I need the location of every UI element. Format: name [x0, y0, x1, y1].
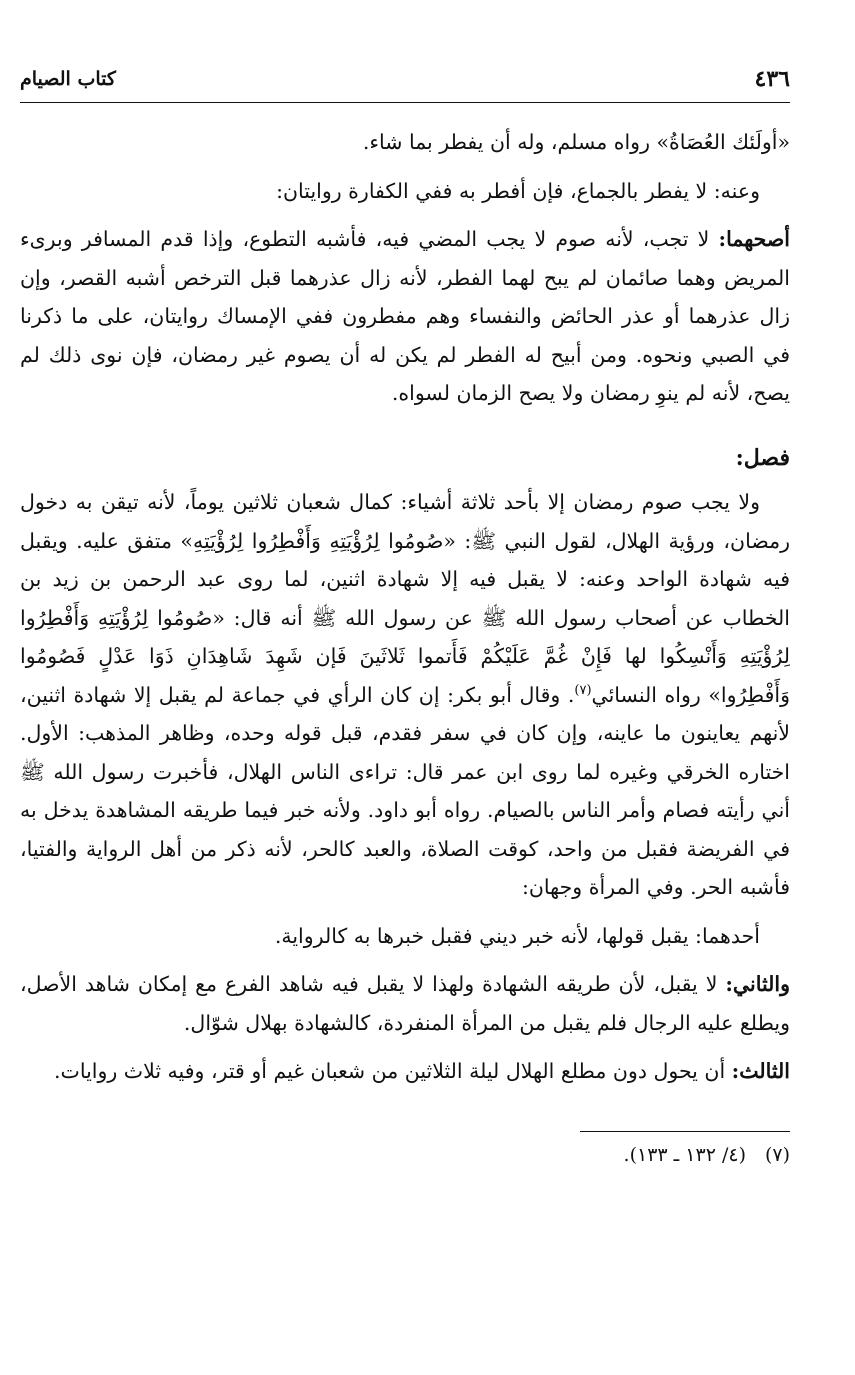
book-page	[20, 60, 790, 1166]
paragraph-text: ولا يجب صوم رمضان إلا بأحد ثلاثة أشياء: كمال شعبان ثلاثين يوماً، لأنه تيقن به دخول رمضان، ورؤية الهلال، لقول النبي ﷺ: «صُومُوا لِرُؤْيَتِهِ وَأَفْطِرُوا لِرُؤْيَتِهِ» متفق عليه. ويقبل فيه شهادة الواحد وعنه: لا يقبل فيه إلا شهادة اثنين، لما روى عبد الرحمن بن زيد بن الخطاب عن أصحاب رسول الله ﷺ عن رسول الله ﷺ أنه قال: «صُومُوا لِرُؤْيَتِهِ وَأَفْطِرُوا لِرُؤْيَتِهِ وَأَنْسِكُوا لها فَإِنْ غُمَّ عَلَيْكُمْ فَأَتموا ثَلاثَينَ فَإن شَهِدَ شَاهِدَانِ ذَوَا عَدْلٍ فَصُومُوا وَأَفْطِرُوا» رواه النسائي	[20, 490, 790, 707]
paragraph-text: أن يحول دون مطلع الهلال ليلة الثلاثين من شعبان غيم أو قتر، وفيه ثلاث روايات.	[54, 1059, 732, 1083]
paragraph	[20, 220, 790, 413]
footnote-number: (٧)	[764, 1143, 790, 1166]
footnote-divider	[580, 1131, 790, 1132]
paragraph	[20, 483, 790, 907]
footnote	[20, 1144, 790, 1166]
main-text	[20, 123, 790, 1091]
paragraph-text: . وقال أبو بكر: إن كان الرأي في جماعة لم يقبل إلا شهادة اثنين، لأنهم يعاينون ما عاينه، وإن كان في سفر فقدم، قبل قوله وحده، وظاهر المذهب: الأول. اختاره الخرقي وغيره لما روى ابن عمر قال: تراءى الناس الهلال، فأخبرت رسول الله ﷺ أني رأيته فصام وأمر الناس بالصيام. رواه أبو داود. ولأنه خبر فيما طريقه المشاهدة يدخل به في الفريضة فقبل من واحد، كوقت الصلاة، والعبد كالحر، لأنه ذكر من أهل الرواية والفتيا، فأشبه الحر. وفي المرأة وجهان:	[20, 682, 790, 899]
running-title: كتاب الصيام	[20, 68, 116, 90]
paragraph-lead: والثاني:	[725, 972, 790, 996]
paragraph: وعنه: لا يفطر بالجماع، فإن أفطر به ففي الكفارة روايتان:	[276, 178, 760, 203]
paragraph: «أولَئك العُصَاةُ» رواه مسلم، وله أن يفطر بما شاء.	[362, 130, 790, 154]
paragraph-lead: أصحهما:	[718, 227, 790, 251]
footnote-text: (٤/ ١٣٢ ـ ١٣٣).	[623, 1143, 746, 1166]
paragraph-text: لا تجب، لأنه صوم لا يجب المضي فيه، فأشبه التطوع، وإذا قدم المسافر وبرىء المريض وهما صائمان لم يبح لهما الفطر، لأنه زال عذرهما قبل الترخص أشبه القصر، وإن زال عذرهما أو عذر الحائض والنفساء وهم مفطرون ففي الإمساك روايتان، على ما ذكرنا في الصبي ونحوه. ومن أبيح له الفطر لم يكن له أن يصوم غير رمضان، فإن نوى ذلك لم يصح، لأنه لم ينوِ رمضان ولا يصح الزمان لسواه.	[20, 227, 790, 405]
page-header	[20, 60, 790, 103]
paragraph: أحدهما: يقبل قولها، لأنه خبر ديني فقبل خبرها به كالرواية.	[274, 923, 760, 948]
page-number: ٤٣٦	[754, 66, 790, 92]
paragraph	[20, 1052, 790, 1091]
footnote-marker: (٧)	[574, 682, 592, 698]
section-heading: فصل:	[735, 444, 790, 471]
paragraph	[20, 965, 790, 1042]
paragraph-lead: الثالث:	[731, 1059, 790, 1083]
paragraph-text: لا يقبل، لأن طريقه الشهادة ولهذا لا يقبل فيه شاهد الفرع مع إمكان شاهد الأصل، ويطلع عليه الرجال فلم يقبل من المرأة المنفردة، كالشهادة بهلال شوّال.	[20, 972, 790, 1035]
